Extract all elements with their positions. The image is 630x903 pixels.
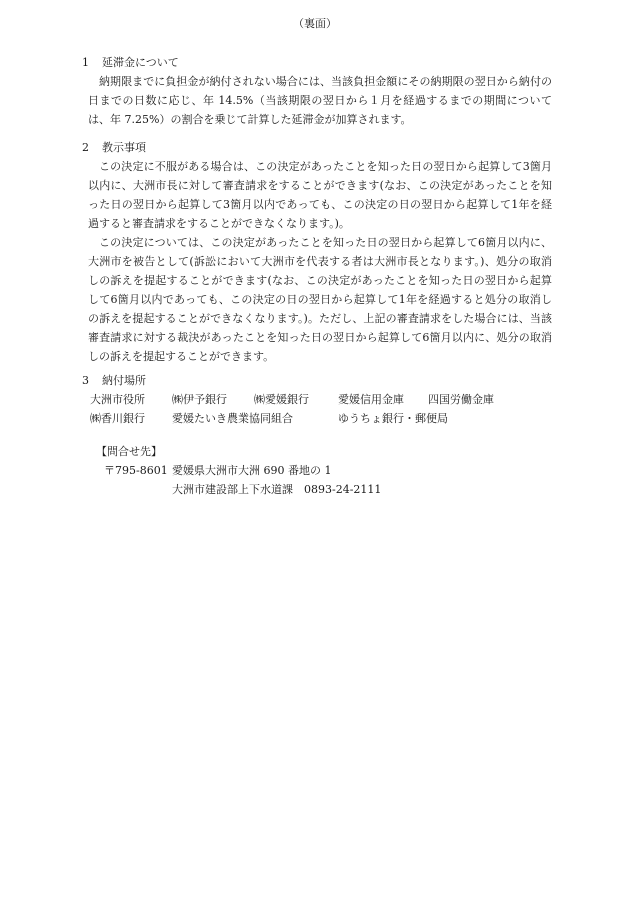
payment-place: ㈱伊予銀行: [172, 393, 227, 406]
payment-place: 愛媛たいき農業協同組合: [172, 412, 293, 425]
section-title-row: [82, 138, 552, 157]
contact-heading-row: [96, 442, 516, 461]
page-header: （裏面）: [293, 17, 337, 30]
section-payment-places: [82, 371, 552, 428]
section-title-row: [82, 53, 552, 72]
payment-places-row: [82, 409, 552, 428]
contact-department-row: [96, 480, 516, 499]
section-number: 2: [82, 141, 89, 154]
payment-place: ㈱愛媛銀行: [254, 393, 309, 406]
section-title: 教示事項: [102, 141, 146, 154]
postal-code: 〒795-8601: [104, 464, 168, 477]
payment-place: ゆうちょ銀行・郵便局: [338, 412, 448, 425]
contact-address-row: [96, 461, 516, 480]
payment-place: ㈱香川銀行: [90, 412, 145, 425]
payment-place: 愛媛信用金庫: [338, 393, 404, 406]
section-late-fee: [82, 53, 552, 129]
appeal-paragraph: この決定に不服がある場合は、この決定があったことを知った日の翌日から起算して3箇月以内に、大洲市長に対して審査請求をすることができます(なお、この決定があったことを知った日の翌日から起算して3箇月以内であっても、この決定の日の翌日から起算して1年を経過すると審査請求をすることができなくなります。)。: [88, 160, 552, 230]
section-number: 3: [82, 374, 89, 387]
department-phone: 大洲市建設部上下水道課 0893-24-2111: [172, 483, 382, 496]
contact-heading: 【問合せ先】: [96, 445, 162, 458]
section-body: 納期限までに負担金が納付されない場合には、当該負担金額にその納期限の翌日から納付の日までの日数に応じ、年 14.5%（当該期限の翌日から１月を経過するまでの期間については、年 7.25%）の割合を乗じて計算した延滞金が加算されます。: [88, 75, 552, 126]
payment-place: 四国労働金庫: [428, 393, 494, 406]
contact-block: [96, 442, 516, 499]
payment-places-row: [82, 390, 552, 409]
section-title: 納付場所: [102, 374, 146, 387]
section-instructions: [82, 138, 552, 366]
section-title: 延滞金について: [102, 56, 179, 69]
payment-place: 大洲市役所: [90, 393, 145, 406]
section-title-row: [82, 371, 552, 390]
lawsuit-paragraph: この決定については、この決定があったことを知った日の翌日から起算して6箇月以内に、大洲市を被告として(訴訟において大洲市を代表する者は大洲市長となります。)、処分の取消しの訴えを提起することができます(なお、この決定があったことを知った日の翌日から起算して6箇月以内であっても、この決定の日の翌日から起算して1年を経過すると処分の取消しの訴えを提起することができなくなります。)。ただし、上記の審査請求をした場合には、当該審査請求に対する裁決があったことを知った日の翌日から起算して6箇月以内に、処分の取消しの訴えを提起することができます。: [88, 236, 552, 363]
address: 愛媛県大洲市大洲 690 番地の 1: [172, 464, 332, 477]
section-number: 1: [82, 56, 89, 69]
